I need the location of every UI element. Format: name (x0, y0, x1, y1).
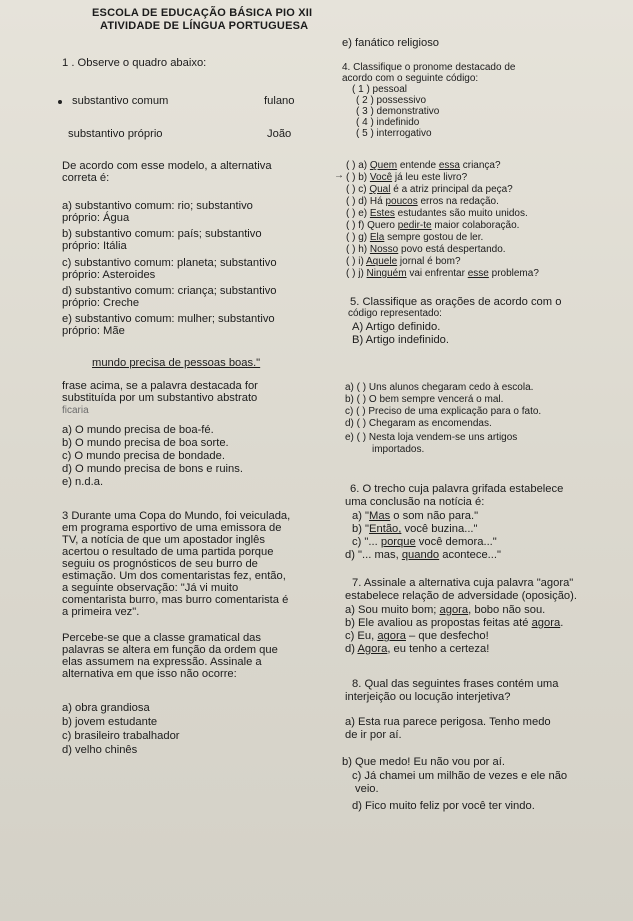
q3-line11: palavras se altera em função da ordem que (62, 644, 278, 656)
q3-line1: 3 Durante uma Copa do Mundo, foi veiculada, (62, 510, 291, 522)
q3-line7: a seguinte observação: "Já vi muito (62, 582, 239, 594)
q5-title-2: código representado: (348, 308, 442, 319)
q3-line4: acertou o resultado de uma partida porque (62, 546, 274, 558)
q3-line8: comentarista burro, mas burro comentarista é (62, 594, 289, 606)
q5-item-a: a) ( ) Uns alunos chegaram cedo à escola. (345, 382, 534, 393)
q3-option-b: b) jovem estudante (62, 716, 158, 728)
q8-option-a: a) Esta rua parece perigosa. Tenho medo (345, 716, 551, 728)
q2-line1: frase acima, se a palavra destacada for (62, 380, 258, 392)
q3-line2: em programa esportivo de uma emissora de (62, 522, 282, 534)
q7-option-b: b) Ele avaliou as propostas feitas até agora. (345, 617, 564, 629)
q1-intro: 1 . Observe o quadro abaixo: (62, 57, 207, 69)
q8-title: 8. Qual das seguintes frases contém uma (352, 678, 559, 690)
q4-code-1: ( 1 ) pessoal (352, 84, 408, 95)
q7-option-c: c) Eu, agora – que desfecho! (345, 630, 489, 642)
q5-code-b: B) Artigo indefinido. (352, 334, 450, 346)
q5-item-e: e) ( ) Nesta loja vendem-se uns artigos (345, 432, 518, 443)
q7-option-a: a) Sou muito bom; agora, bobo não sou. (345, 604, 546, 616)
q2-option-d: d) O mundo precisa de bons e ruins. (62, 463, 243, 475)
q1-option-c-2: próprio: Asteroides (62, 269, 156, 281)
q3-line6: estimação. Um dos comentaristas fez, então, (62, 570, 286, 582)
q1-option-d: d) substantivo comum: criança; substantivo (62, 285, 277, 297)
q2-line2: substituída por um substantivo abstrato (62, 392, 258, 404)
bullet-icon (58, 100, 62, 104)
q1-option-a-2: próprio: Água (62, 212, 130, 224)
q4-code-3: ( 3 ) demonstrativo (356, 106, 440, 117)
q6-option-d: d) "... mas, quando acontece..." (345, 549, 501, 561)
q1-row1-label: substantivo comum (72, 95, 169, 107)
q8-option-c: c) Já chamei um milhão de vezes e ele não (352, 770, 568, 782)
q4-item-i: ( ) i) Aquele jornal é bom? (346, 256, 461, 267)
q6-option-c: c) "... porque você demora..." (352, 536, 497, 548)
q8-option-d: d) Fico muito feliz por você ter vindo. (352, 800, 535, 812)
q1-option-a: a) substantivo comum: rio; substantivo (62, 200, 253, 212)
arrow-right-icon: → (334, 170, 344, 181)
q3-line9: a primeira vez". (62, 606, 140, 618)
q4-item-h: ( ) h) Nosso povo está despertando. (346, 244, 506, 255)
q3-line3: TV, a notícia de que um apostador inglês (62, 534, 265, 546)
q7-option-d: d) Agora, eu tenho a certeza! (345, 643, 490, 655)
q4-item-e: ( ) e) Estes estudantes são muito unidos. (346, 208, 528, 219)
q7-title-2: estabelece relação de adversidade (oposição). (345, 590, 577, 602)
q4-item-j: ( ) j) Ninguém vai enfrentar esse problema? (346, 268, 539, 279)
q3-line13: alternativa em que isso não ocorre: (62, 668, 237, 680)
q7-title: 7. Assinale a alternativa cuja palavra "agora" (352, 577, 574, 589)
q2-line3: ficaria (62, 405, 89, 416)
q3-line5: seguiu os prognósticos de seu burro de (62, 558, 258, 570)
q3-option-a: a) obra grandiosa (62, 702, 150, 714)
q8-option-a-2: de ir por aí. (345, 729, 402, 741)
q1-option-e: e) substantivo comum: mulher; substantivo (62, 313, 275, 325)
q5-item-c: c) ( ) Preciso de uma explicação para o fato. (345, 406, 542, 417)
q4-code-5: ( 5 ) interrogativo (356, 128, 432, 139)
q1-row2-value: João (267, 128, 292, 140)
q4-item-f: ( ) f) Quero pedir-te maior colaboração. (346, 220, 520, 231)
school-name: ESCOLA DE EDUCAÇÃO BÁSICA PIO XII (92, 7, 313, 19)
q4-item-a: ( ) a) Quem entende essa criança? (346, 160, 501, 171)
q1-option-e-2: próprio: Mãe (62, 325, 125, 337)
q3-line10: Percebe-se que a classe gramatical das (62, 632, 261, 644)
q2-option-a: a) O mundo precisa de boa-fé. (62, 424, 214, 436)
q6-title-2: uma conclusão na notícia é: (345, 496, 485, 508)
q3-line12: elas assumem na expressão. Assinale a (62, 656, 262, 668)
q2-option-b: b) O mundo precisa de boa sorte. (62, 437, 229, 449)
q5-code-a: A) Artigo definido. (352, 321, 441, 333)
q1-prompt-line1: De acordo com esse modelo, a alternativa (62, 160, 272, 172)
q8-option-b: b) Que medo! Eu não vou por aí. (342, 756, 505, 768)
q2-option-e: e) n.d.a. (62, 476, 104, 488)
q6-option-a: a) "Mas o som não para." (352, 510, 479, 522)
q2-option-c: c) O mundo precisa de bondade. (62, 450, 225, 462)
q4-item-g: ( ) g) Ela sempre gostou de ler. (346, 232, 484, 243)
q5-item-d: d) ( ) Chegaram as encomendas. (345, 418, 492, 429)
q1-option-d-2: próprio: Creche (62, 297, 140, 309)
q1-prompt-line2: correta é: (62, 172, 110, 184)
q6-option-b: b) "Então, você buzina..." (352, 523, 478, 535)
q1-option-b: b) substantivo comum: país; substantivo (62, 228, 262, 240)
q4-title-2: acordo com o seguinte código: (342, 73, 479, 84)
q2-quote: mundo precisa de pessoas boas." (92, 357, 261, 369)
q1-option-c: c) substantivo comum: planeta; substantivo (62, 257, 277, 269)
q5-title: 5. Classifique as orações de acordo com o (350, 296, 562, 308)
q4-code-4: ( 4 ) indefinido (356, 117, 420, 128)
q8-option-c-2: veio. (355, 783, 379, 795)
q4-title: 4. Classifique o pronome destacado de (342, 62, 516, 73)
q6-title: 6. O trecho cuja palavra grifada estabelece (350, 483, 564, 495)
q5-item-e-2: importados. (372, 444, 425, 455)
q4-item-c: ( ) c) Qual é a atriz principal da peça? (346, 184, 513, 195)
q4-item-d: ( ) d) Há poucos erros na redação. (346, 196, 499, 207)
q3-option-c: c) brasileiro trabalhador (62, 730, 180, 742)
q5-item-b: b) ( ) O bem sempre vencerá o mal. (345, 394, 504, 405)
q1-option-b-2: próprio: Itália (62, 240, 127, 252)
q1-row2-label: substantivo próprio (68, 128, 163, 140)
q4-code-2: ( 2 ) possessivo (356, 95, 427, 106)
q3-option-e: e) fanático religioso (342, 37, 440, 49)
activity-title: ATIVIDADE DE LÍNGUA PORTUGUESA (100, 20, 309, 32)
q8-title-2: interjeição ou locução interjetiva? (345, 691, 511, 703)
q3-option-d: d) velho chinês (62, 744, 138, 756)
q4-item-b: ( ) b) Você já leu este livro? (346, 172, 468, 183)
q1-row1-value: fulano (264, 95, 295, 107)
